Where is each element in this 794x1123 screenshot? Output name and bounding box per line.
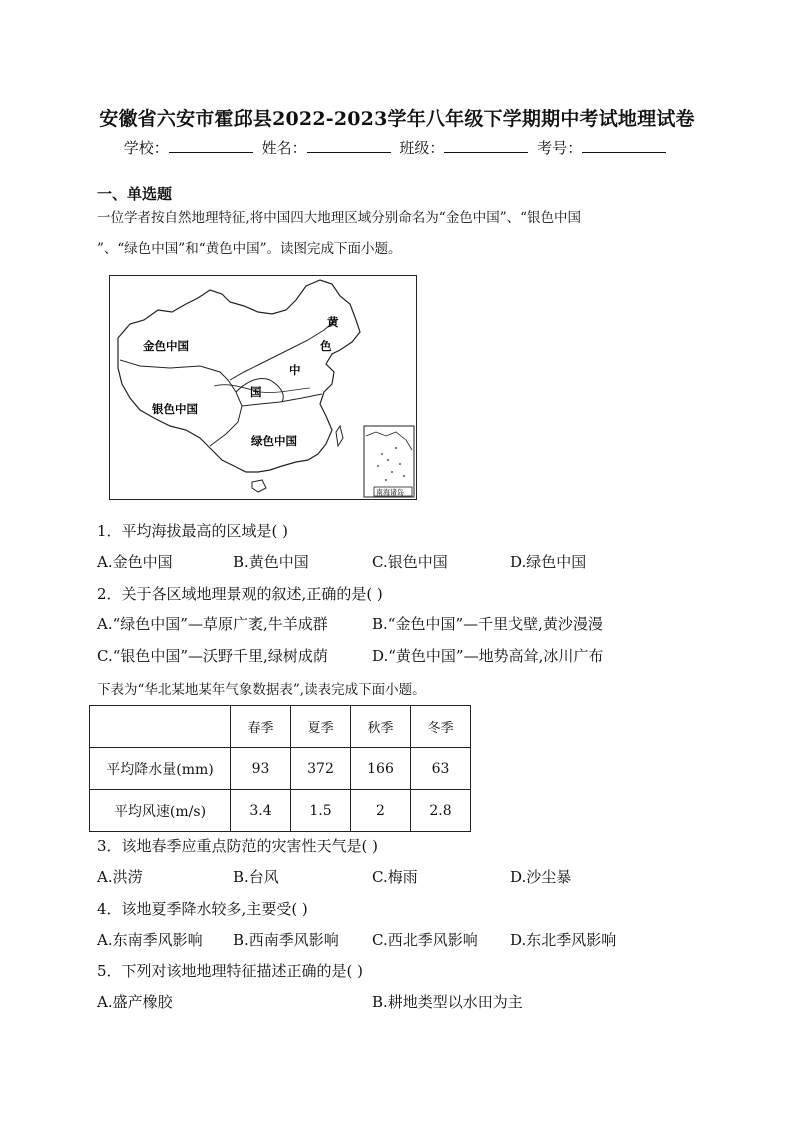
table-row [90,790,471,832]
q3-option-a: A.洪涝 [97,868,143,886]
number-blank [582,138,666,153]
hainan-island [252,480,266,492]
table-header-cell: 春季 [231,706,291,748]
q4-option-d: D.东北季风影响 [510,931,617,949]
map-svg [110,276,416,499]
label-yellow-2: 色 [320,339,332,353]
table-header-row [90,706,471,748]
inset-box [364,426,414,497]
label-golden-china: 金色中国 [143,339,189,353]
boundary-gold-silver [120,360,242,406]
label-silver-china: 银色中国 [152,402,198,416]
q4-stem: 4．该地夏季降水较多,主要受( ) [97,900,308,918]
q5-stem: 5．下列对该地地理特征描述正确的是( ) [97,962,364,980]
table-cell: 1.5 [291,790,351,832]
boundary-silver-green [210,406,242,446]
label-inset: 南海诸岛 [376,488,404,497]
q2-option-b: B.“金色中国”—千里戈壁,黄沙漫漫 [372,615,603,633]
q2-option-c: C.“银色中国”—沃野千里,绿树成荫 [97,647,328,665]
taiwan-island [336,426,343,446]
name-label: 姓名： [261,139,307,157]
table-header-cell: 秋季 [351,706,411,748]
page-title: 安徽省六安市霍邱县2022-2023学年八年级下学期期中考试地理试卷 [99,108,695,130]
q1-option-d: D.绿色中国 [510,553,587,571]
table-cell: 3.4 [231,790,291,832]
q4-option-b: B.西南季风影响 [233,931,339,949]
table-cell: 2 [351,790,411,832]
q4-option-c: C.西北季风影响 [372,931,478,949]
intro1-line2: ”、“绿色中国”和“黄色中国”。读图完成下面小题。 [97,241,402,257]
q1-option-b: B.黄色中国 [233,553,309,571]
number-label: 考号： [537,139,583,157]
china-regions-map [109,275,417,500]
q3-option-b: B.台风 [233,868,279,886]
table-cell: 平均风速(m/s) [90,790,231,832]
river-line [214,385,310,393]
table-header-cell [90,706,231,748]
intro1-line1: 一位学者按自然地理特征,将中国四大地理区域分别命名为“金色中国”、“银色中国 [97,210,581,226]
q1-stem: 1．平均海拔最高的区域是( ) [97,522,289,540]
q1-option-c: C.银色中国 [372,553,448,571]
section-heading: 一、单选题 [97,185,173,203]
q1-option-a: A.金色中国 [97,553,173,571]
q2-stem: 2．关于各区域地理景观的叙述,正确的是( ) [97,585,383,603]
q4-option-a: A.东南季风影响 [97,931,203,949]
table-cell: 63 [411,748,471,790]
table-cell: 93 [231,748,291,790]
q5-option-a: A.盛产橡胶 [97,993,173,1011]
label-yellow-4: 国 [250,385,262,399]
table-header-cell: 冬季 [411,706,471,748]
q3-option-d: D.沙尘暴 [510,868,572,886]
label-green-china: 绿色中国 [251,434,297,448]
table-cell: 平均降水量(mm) [90,748,231,790]
q3-stem: 3．该地春季应重点防范的灾害性天气是( ) [97,837,379,855]
weather-table [89,705,471,832]
table-row [90,748,471,790]
q2-option-a: A.“绿色中国”—草原广袤,牛羊成群 [97,615,328,633]
table-header-cell: 夏季 [291,706,351,748]
school-label: 学校： [123,139,169,157]
label-yellow-3: 中 [289,363,301,377]
intro2: 下表为“华北某地某年气象数据表”,读表完成下面小题。 [97,682,426,698]
class-blank [444,138,528,153]
table-cell: 166 [351,748,411,790]
china-outline [118,280,360,472]
label-yellow-1: 黄 [327,315,339,329]
table-cell: 2.8 [411,790,471,832]
name-blank [307,138,391,153]
q3-option-c: C.梅雨 [372,868,418,886]
student-info-line [0,137,794,158]
table-cell: 372 [291,748,351,790]
class-label: 班级： [399,139,445,157]
q5-option-b: B.耕地类型以水田为主 [372,993,523,1011]
q2-option-d: D.“黄色中国”—地势高耸,冰川广布 [372,647,604,665]
school-blank [169,138,253,153]
